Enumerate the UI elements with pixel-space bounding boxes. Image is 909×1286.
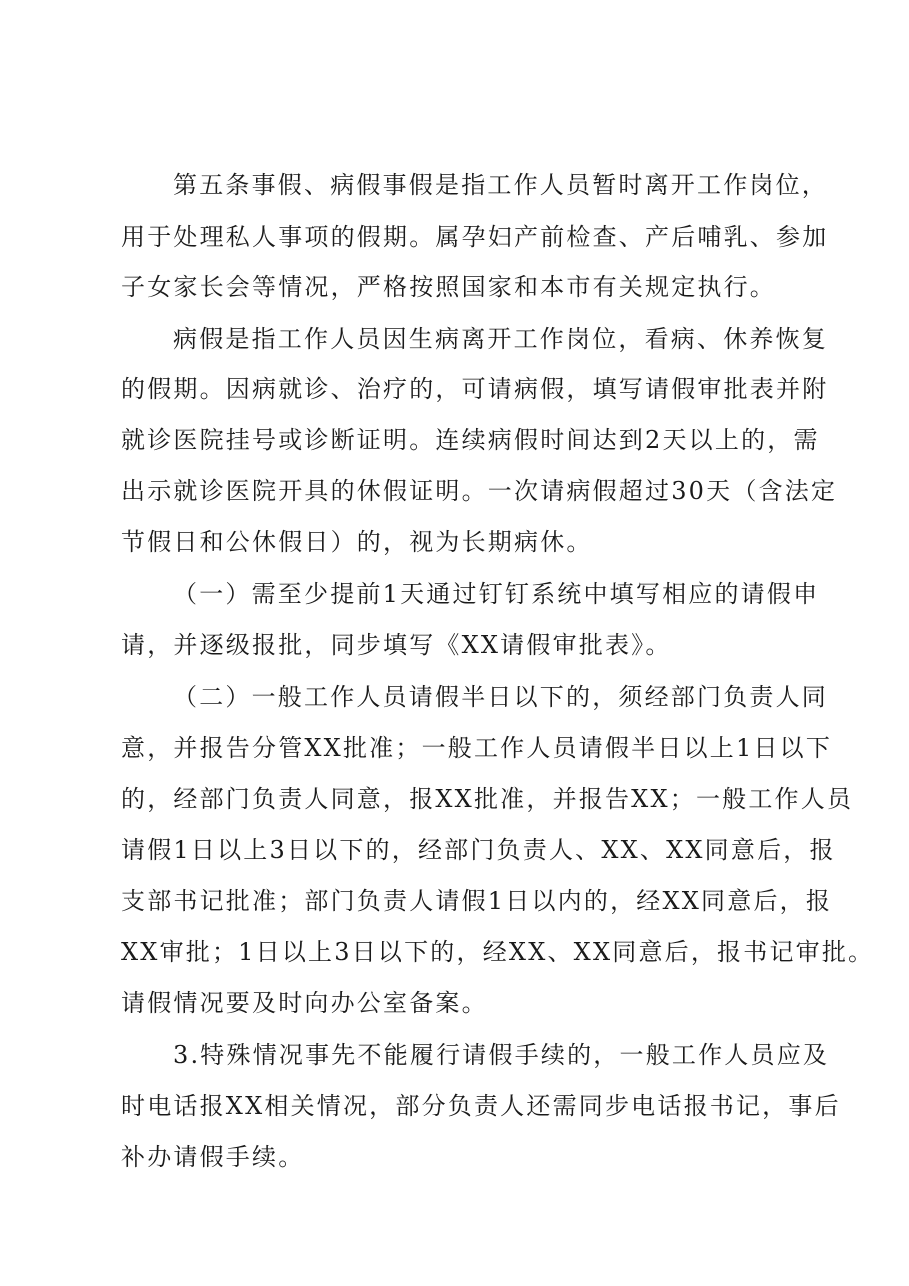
paragraph-4-line-5: 支部书记批准；部门负责人请假1日以内的，经XX同意后，报 xyxy=(121,887,833,915)
paragraph-4-line-6: XX审批；1日以上3日以下的，经XX、XX同意后，报书记审批。 xyxy=(121,938,875,966)
paragraph-4-line-4: 请假1日以上3日以下的，经部门负责人、XX、XX同意后，报 xyxy=(121,836,836,864)
paragraph-4-line-1: （二）一般工作人员请假半日以下的，须经部门负责人同 xyxy=(173,683,828,711)
paragraph-2-line-2: 的假期。因病就诊、治疗的，可请病假，填写请假审批表并附 xyxy=(121,375,829,403)
paragraph-2-line-1: 病假是指工作人员因生病离开工作岗位，看病、休养恢复 xyxy=(173,325,828,353)
paragraph-4-line-2: 意，并报告分管XX批准；一般工作人员请假半日以上1日以下 xyxy=(121,734,833,762)
paragraph-5-line-3: 补办请假手续。 xyxy=(121,1143,305,1171)
paragraph-2-line-5: 节假日和公休假日）的，视为长期病休。 xyxy=(121,528,593,556)
paragraph-2-line-3: 就诊医院挂号或诊断证明。连续病假时间达到2天以上的，需 xyxy=(121,426,820,454)
paragraph-1-line-3: 子女家长会等情况，严格按照国家和本市有关规定执行。 xyxy=(121,273,776,301)
paragraph-4-line-7: 请假情况要及时向办公室备案。 xyxy=(121,989,488,1017)
paragraph-5-line-1: 3.特殊情况事先不能履行请假手续的，一般工作人员应及 xyxy=(173,1041,830,1069)
paragraph-5-line-2: 时电话报XX相关情况，部分负责人还需同步电话报书记，事后 xyxy=(121,1092,841,1120)
paragraph-1-line-1: 第五条事假、病假事假是指工作人员暂时离开工作岗位， xyxy=(173,171,828,199)
paragraph-2-line-4: 出示就诊医院开具的休假证明。一次请病假超过30天（含法定 xyxy=(121,477,838,505)
paragraph-4-line-3: 的，经部门负责人同意，报XX批准，并报告XX；一般工作人员 xyxy=(121,785,854,813)
paragraph-3-line-2: 请，并逐级报批，同步填写《XX请假审批表》。 xyxy=(121,631,672,659)
paragraph-1-line-2: 用于处理私人事项的假期。属孕妇产前检查、产后哺乳、参加 xyxy=(121,223,829,251)
paragraph-3-line-1: （一）需至少提前1天通过钉钉系统中填写相应的请假申 xyxy=(173,580,820,608)
